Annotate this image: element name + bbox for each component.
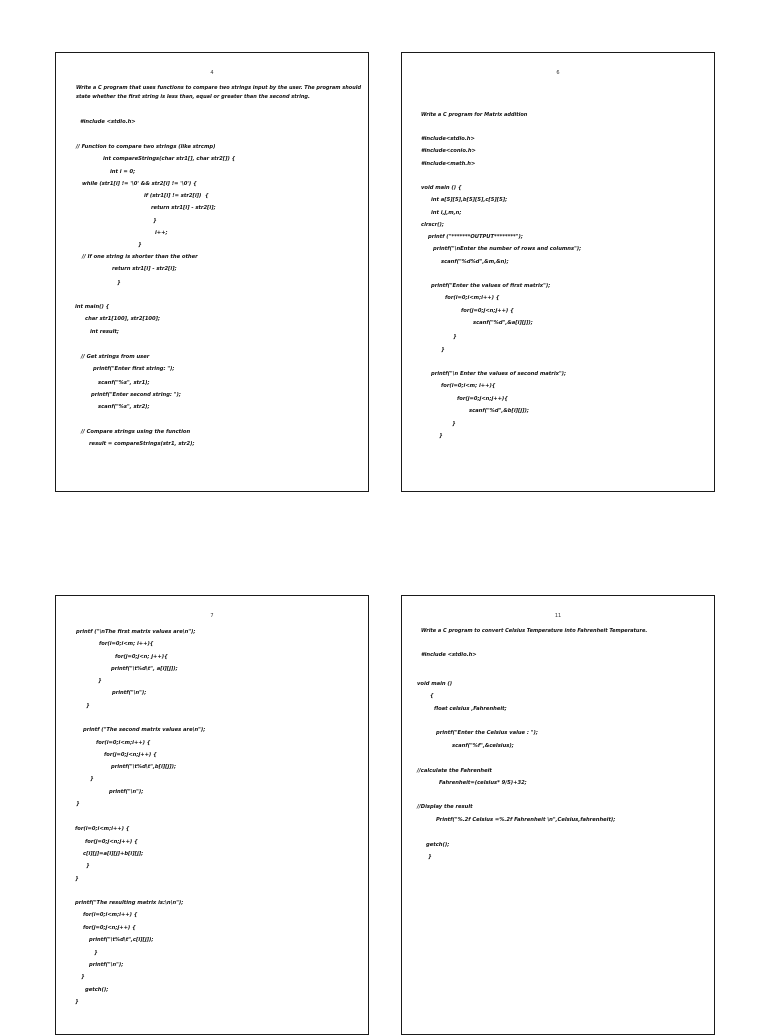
code-line: for(i=0;i<m;i++) { <box>445 295 500 301</box>
code-line: scanf("%s", str1); <box>98 380 150 386</box>
code-line: int a[5][5],b[5][5],c[5][5]; <box>431 197 508 203</box>
code-line: printf("\n"); <box>112 690 147 696</box>
code-line: #include<conio.h> <box>421 148 476 154</box>
code-line: for(i=0;i<m; i++){ <box>99 641 154 647</box>
code-line: scanf("%f",&celsius); <box>452 743 514 749</box>
code-line: c[i][j]=a[i][j]+b[i][j]; <box>83 851 144 857</box>
code-line: printf ("*******OUTPUT********"); <box>428 234 523 240</box>
code-line: //Display the result <box>417 804 473 810</box>
page-number: 4 <box>210 70 214 76</box>
code-line: for(i=0;i<m;i++) { <box>83 912 138 918</box>
task-text: Write a C program that uses functions to compare two strings input by the user. The program should <box>76 85 362 91</box>
code-line: clrscr(); <box>421 222 444 228</box>
document-page-11 <box>401 595 715 1035</box>
code-line: for(j=0;j<n;j++) { <box>83 925 136 931</box>
code-line: printf("\t%d\t",c[i][j]); <box>89 937 154 943</box>
code-line: for(i=0;i<m;i++) { <box>96 740 151 746</box>
code-line: scanf("%d%d",&m,&n); <box>441 259 509 265</box>
code-line: } <box>98 678 102 684</box>
code-line: { <box>430 693 434 699</box>
code-line: } <box>90 776 94 782</box>
code-line: } <box>76 801 80 807</box>
code-line: } <box>441 347 445 353</box>
code-line: result = compareStrings(str1, str2); <box>89 441 195 447</box>
code-line: void main () <box>417 681 453 687</box>
code-line: getch(); <box>85 987 109 993</box>
code-line: for(i=0;i<m; i++){ <box>441 383 496 389</box>
task-text: Write a C program for Matrix addition <box>421 112 528 118</box>
code-line: if (str1[i] != str2[i]) { <box>144 193 209 199</box>
code-line: printf("\t%d\t",b[i][j]); <box>111 764 177 770</box>
code-line: printf("\nEnter the number of rows and columns"); <box>433 246 582 252</box>
code-line: } <box>428 854 432 860</box>
code-line: for(j=0;j<n;j++) { <box>85 839 138 845</box>
code-line: printf ("The second matrix values are\n"); <box>83 727 206 733</box>
page-number: 11 <box>554 613 562 619</box>
code-line: int i,j,m,n; <box>431 210 462 216</box>
code-line: //calculate the Fahrenheit <box>417 768 492 774</box>
code-line: int i = 0; <box>110 169 136 175</box>
code-line: Printf("%.2f Celsius =%.2f Fahrenheit \n",Celsius,fahrenheit); <box>436 817 616 823</box>
code-line: printf("Enter the values of first matrix"); <box>431 283 551 289</box>
code-line: for(j=0;j<n; j++){ <box>115 654 168 660</box>
code-line: int result; <box>90 329 119 335</box>
document-page-4 <box>55 52 369 492</box>
code-line: return str1[i] - str2[i]; <box>112 266 177 272</box>
code-line: #include<stdio.h> <box>421 136 475 142</box>
page-number: 6 <box>556 70 560 76</box>
code-line: } <box>81 974 85 980</box>
code-line: // If one string is shorter than the other <box>82 254 198 260</box>
code-line: } <box>86 863 90 869</box>
code-line: } <box>153 218 157 224</box>
code-line: // Get strings from user <box>81 354 150 360</box>
code-line: #include <stdio.h> <box>421 652 477 658</box>
code-line: } <box>452 421 456 427</box>
code-line: } <box>439 433 443 439</box>
code-line: printf("Enter second string: "); <box>91 392 181 398</box>
code-line: } <box>75 876 79 882</box>
code-line: getch(); <box>426 842 450 848</box>
code-line: for(j=0;j<n;j++){ <box>457 396 508 402</box>
code-line: return str1[i] - str2[i]; <box>151 205 216 211</box>
code-line: i++; <box>155 230 168 236</box>
code-line: Fahrenheit=(celsius* 9/5)+32; <box>439 780 527 786</box>
code-line: scanf("%d",&a[i][j]); <box>473 320 533 326</box>
code-line: scanf("%d",&b[i][j]); <box>469 408 529 414</box>
code-line: printf ("\nThe first matrix values are\n"); <box>76 629 196 635</box>
code-line: } <box>94 950 98 956</box>
code-line: // Function to compare two strings (like strcmp) <box>76 144 216 150</box>
code-line: scanf("%s", str2); <box>98 404 150 410</box>
code-line: for(i=0;i<m;i++) { <box>75 826 130 832</box>
document-page-7 <box>55 595 369 1035</box>
code-line: printf("\t%d\t", a[i][j]); <box>111 666 178 672</box>
code-line: #include <stdio.h> <box>80 119 136 125</box>
code-line: } <box>117 280 121 286</box>
code-line: printf("\n"); <box>109 789 144 795</box>
page-number: 7 <box>210 613 214 619</box>
code-line: } <box>138 242 142 248</box>
code-line: while (str1[i] != '\0' && str2[i] != '\0') { <box>82 181 197 187</box>
code-line: int compareStrings(char str1[], char str2[]) { <box>103 156 236 162</box>
code-line: // Compare strings using the function <box>81 429 191 435</box>
code-line: char str1[100], str2[100]; <box>85 316 161 322</box>
task-text: Write a C program to convert Celsius Temperature into Fahrenheit Temperature. <box>421 628 648 634</box>
task-text: state whether the first string is less than, equal or greater than the second string. <box>76 94 310 100</box>
code-line: } <box>453 334 457 340</box>
code-line: float celsius ,Fahrenheit; <box>434 706 507 712</box>
code-line: int main() { <box>75 304 110 310</box>
code-line: for(j=0;j<n;j++) { <box>461 308 514 314</box>
code-line: } <box>75 999 79 1005</box>
code-line: #include<math.h> <box>421 161 476 167</box>
code-line: printf("The resulting matrix is:\n\n"); <box>75 900 184 906</box>
code-line: printf("Enter first string: "); <box>93 366 175 372</box>
code-line: printf("\n Enter the values of second matrix"); <box>431 371 567 377</box>
code-line: void main () { <box>421 185 462 191</box>
code-line: } <box>86 703 90 709</box>
code-line: for(j=0;j<n;j++) { <box>104 752 157 758</box>
code-line: printf("\n"); <box>89 962 124 968</box>
document-page-6 <box>401 52 715 492</box>
code-line: printf("Enter the Celsius value : "); <box>436 730 538 736</box>
